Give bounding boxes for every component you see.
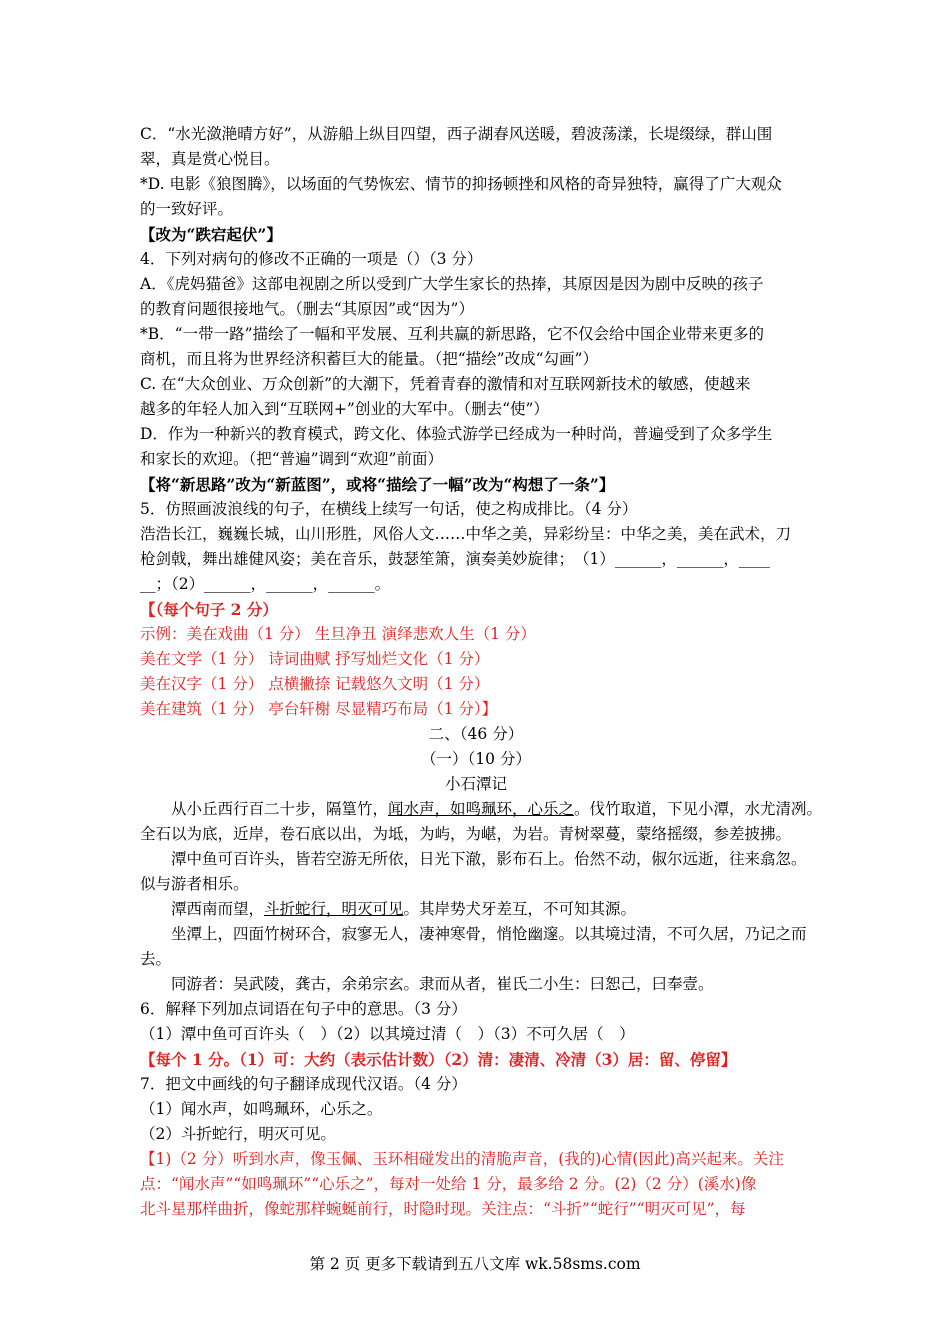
page-content bbox=[140, 122, 823, 1222]
passage-text: 从小丘西行百二十步，隔篁竹， bbox=[171, 800, 389, 818]
passage-line: 同游者：吴武陵，龚古，余弟宗玄。隶而从者，崔氏二小生：曰恕己，曰奉壹。 bbox=[171, 975, 714, 993]
answer-line: 示例：美在戏曲（1 分） 生旦净丑 演绎悲欢人生（1 分） bbox=[140, 625, 536, 643]
text-line: *D. 电影《狼图腾》，以场面的气势恢宏、情节的抑扬顿挫和风格的奇异独特，赢得了广大观众 bbox=[140, 175, 782, 193]
underlined-sentence: 闻水声，如鸣珮环，心乐之 bbox=[388, 800, 575, 818]
text-line: 枪剑戟，舞出雄健风姿；美在音乐，鼓瑟笙箫，演奏美妙旋律； （1）______，______，____ bbox=[140, 550, 770, 568]
passage-text: 。其岸势犬牙差互，不可知其源。 bbox=[403, 900, 637, 918]
text-line: 浩浩长江，巍巍长城，山川形胜，风俗人文……中华之美，异彩纷呈：中华之美，美在武术，刀 bbox=[140, 525, 792, 543]
text-line: 翠，真是赏心悦目。 bbox=[140, 150, 280, 168]
text-line: 的教育问题很接地气。（删去“其原因”或“因为”） bbox=[140, 300, 474, 318]
question-line: 4．下列对病句的修改不正确的一项是（）（3 分） bbox=[140, 250, 483, 268]
answer-line: 美在文学（1 分） 诗词曲赋 抒写灿烂文化（1 分） bbox=[140, 650, 490, 668]
text-line: （1）闻水声，如鸣珮环，心乐之。 bbox=[140, 1100, 383, 1118]
text-line: D．作为一种新兴的教育模式，跨文化、体验式游学已经成为一种时尚，普遍受到了众多学生 bbox=[140, 425, 773, 443]
passage-title: 小石潭记 bbox=[444, 775, 507, 793]
question-line: 6．解释下列加点词语在句子中的意思。（3 分） bbox=[140, 1000, 467, 1018]
text-line: A．《虎妈猫爸》这部电视剧之所以受到广大学生家长的热捧，其原因是因为剧中反映的孩子 bbox=[140, 275, 764, 293]
section-subheading: （一）（10 分） bbox=[421, 750, 531, 768]
underlined-sentence: 斗折蛇行，明灭可见 bbox=[264, 900, 404, 918]
answer-line: 【1)（2 分）听到水声，像玉佩、玉环相碰发出的清脆声音，(我的)心情(因此)高兴起来。关注 bbox=[140, 1150, 784, 1168]
answer-line: 【将“新思路”改为“新蓝图”，或将“描绘了一幅”改为“构想了一条”】 bbox=[140, 475, 615, 494]
passage-line bbox=[140, 897, 812, 922]
passage-line: 似与游者相乐。 bbox=[140, 875, 249, 893]
answer-line: 美在汉字（1 分） 点横撇捺 记载悠久文明（1 分） bbox=[140, 675, 490, 693]
text-line: C．“水光潋滟晴方好”，从游船上纵目四望，西子湖春风送暖，碧波荡漾，长堤缀绿，群山围 bbox=[140, 125, 773, 143]
answer-line: 【（每个句子 2 分） bbox=[140, 600, 278, 619]
section-heading: 二、（46 分） bbox=[428, 725, 524, 743]
answer-line: 【每个 1 分。（1）可：大约（表示估计数）（2）清：凄清、冷清（3）居：留、停留】 bbox=[140, 1050, 737, 1069]
text-line: 的一致好评。 bbox=[140, 200, 234, 218]
passage-line bbox=[140, 797, 823, 822]
text-line: *B．“一带一路”描绘了一幅和平发展、互利共赢的新思路，它不仅会给中国企业带来更多的 bbox=[140, 325, 764, 343]
question-line: 7．把文中画线的句子翻译成现代汉语。（4 分） bbox=[140, 1075, 467, 1093]
text-line: __；（2）______，______，______。 bbox=[140, 575, 391, 593]
text-line: 商机，而且将为世界经济积蓄巨大的能量。（把“描绘”改成“勾画”） bbox=[140, 350, 598, 368]
text-line: 越多的年轻人加入到“互联网+”创业的大军中。（删去“使”） bbox=[140, 400, 549, 418]
answer-line: 美在建筑（1 分） 亭台轩榭 尽显精巧布局（1 分）】 bbox=[140, 700, 498, 718]
passage-line: 全石以为底，近岸，卷石底以出，为坻，为屿，为嵁，为岩。青树翠蔓，蒙络摇缀，参差披拂。 bbox=[140, 825, 792, 843]
answer-line: 【改为“跌宕起伏”】 bbox=[140, 225, 282, 244]
text-line: 和家长的欢迎。（把“普遍”调到“欢迎”前面） bbox=[140, 450, 443, 468]
passage-line: 潭中鱼可百许头，皆若空游无所依，日光下澈，影布石上。佁然不动，俶尔远逝，往来翕忽。 bbox=[171, 850, 807, 868]
passage-text: 潭西南而望， bbox=[171, 900, 265, 918]
text-line: （1）潭中鱼可百许头（ ）（2）以其境过清（ ）（3）不可久居（ ） bbox=[140, 1025, 635, 1043]
question-line: 5．仿照画波浪线的句子，在横线上续写一句话，使之构成排比。（4 分） bbox=[140, 500, 638, 518]
passage-text: 。伐竹取道，下见小潭，水尤清冽。 bbox=[574, 800, 823, 818]
answer-line: 点：“闻水声”“如鸣珮环”“心乐之”，每对一处给 1 分，最多给 2 分。(2)（2 分）(溪水)像 bbox=[140, 1175, 757, 1193]
answer-line: 北斗星那样曲折，像蛇那样蜿蜒前行，时隐时现。关注点：“斗折”“蛇行”“明灭可见”，每 bbox=[140, 1200, 746, 1218]
passage-line: 去。 bbox=[140, 950, 172, 968]
page-footer: 第 2 页 更多下载请到五八文库 wk.58sms.com bbox=[309, 1255, 641, 1273]
text-line: （2）斗折蛇行，明灭可见。 bbox=[140, 1125, 336, 1143]
passage-line: 坐潭上，四面竹树环合，寂寥无人，凄神寒骨，悄怆幽邃。以其境过清，不可久居，乃记之而 bbox=[171, 925, 807, 943]
text-line: C. 在“大众创业、万众创新”的大潮下，凭着青春的激情和对互联网新技术的敏感，使越来 bbox=[140, 375, 751, 393]
